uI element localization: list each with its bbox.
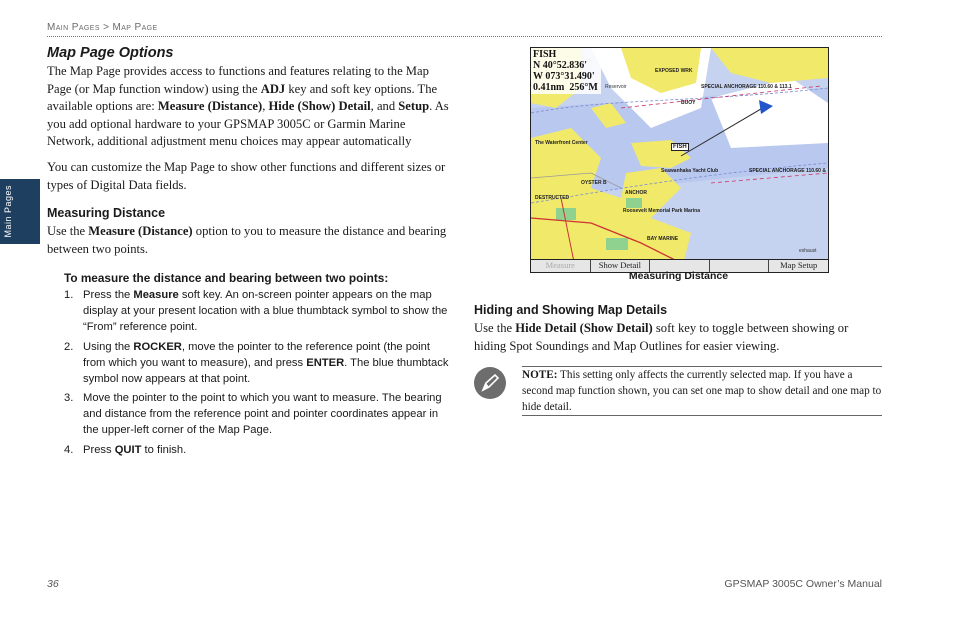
step-number: 1. (64, 289, 74, 301)
step-number: 3. (64, 392, 74, 404)
note-text (522, 367, 882, 415)
text-run: Using the (83, 341, 134, 353)
text-run: Press (83, 444, 115, 456)
side-tab-label: Main Pages (3, 185, 13, 238)
softkey-measure[interactable]: Measure (531, 260, 591, 272)
hiding-paragraph (474, 320, 882, 355)
emphasis-text: QUIT (114, 444, 142, 456)
map-label: FISH (673, 144, 687, 150)
steps-title: To measure the distance and bearing between two points: (64, 271, 389, 285)
text-run: The Map Page provides access to functions and features relating to the Map Page (or Map function window) using the (47, 64, 429, 96)
softkey-show-detail[interactable]: Show Detail (591, 260, 651, 272)
softkey-map-setup[interactable]: Map Setup (780, 260, 818, 270)
header-divider (47, 36, 882, 37)
step-text (83, 287, 455, 335)
text-run: option to you to measure the distance and bearing between two points. (47, 224, 447, 256)
breadcrumb: Main Pages > Map Page (47, 22, 158, 33)
step-text (83, 339, 455, 387)
map-screenshot (530, 47, 829, 273)
map-label: exhaust (799, 248, 817, 254)
note-pencil-icon (474, 367, 506, 399)
manual-title: GPSMAP 3005C Owner’s Manual (724, 578, 882, 590)
emphasis-text: Hide (Show) Detail (268, 99, 371, 113)
readout-distance: 0.41nm (533, 82, 565, 93)
hiding-heading: Hiding and Showing Map Details (474, 303, 668, 317)
section-title: Map Page Options (47, 45, 174, 61)
text-run: Use the (47, 224, 89, 238)
customize-paragraph: You can customize the Map Page to show other functions and different sizes or types of Digital Data fields. (47, 160, 446, 192)
measuring-paragraph (47, 223, 455, 258)
map-label: The Waterfront Center (535, 140, 588, 146)
map-label: SPECIAL ANCHORAGE 110.60 & 113.1 (701, 84, 792, 90)
emphasis-text: ADJ (260, 81, 286, 96)
text-run: Press the (83, 289, 134, 301)
text-run: , move the pointer to the reference point (the point from which you want to measure), and press (83, 341, 431, 369)
step-text (83, 390, 455, 438)
text-run: to finish. (141, 444, 187, 456)
map-label: EXPOSED WRK (655, 68, 693, 74)
pencil-icon (474, 367, 506, 399)
section-side-tab (0, 179, 40, 244)
emphasis-text: Measure (Distance) (157, 99, 263, 113)
text-run: , (262, 99, 269, 113)
measuring-heading: Measuring Distance (47, 206, 166, 220)
intro-paragraph (47, 63, 455, 151)
text-run: soft key. An on-screen pointer appears on the map display at your present location with a blue thumbtack symbol to show the “From” reference point. (83, 289, 448, 333)
readout-lat: N 40°52.836' (533, 60, 587, 71)
emphasis-text: Setup (398, 99, 430, 113)
readout-lon: W 073°31.490' (533, 71, 595, 82)
map-readout (533, 49, 598, 93)
step-text (83, 442, 455, 458)
text-run: . As you add optional hardware to your GPSMAP 3005C or Garmin Marine Network, additional adjustment menu choices may appear automatically (47, 99, 449, 148)
readout-bearing: 256°M (569, 82, 598, 93)
map-caption: Measuring Distance (628, 270, 729, 282)
note-bottom-rule (522, 415, 882, 416)
text-run: soft key to toggle between showing or hiding Spot Soundings and Map Outlines for easier viewing. (474, 321, 849, 353)
map-label: BAY MARINE (647, 236, 679, 242)
emphasis-text: ROCKER (133, 341, 182, 353)
text-run: This setting only affects the currently selected map. If you have a second map function shown, you can set one map to show detail and one map to hide detail. (522, 369, 882, 413)
page-number: 36 (47, 578, 59, 590)
map-label: Reservoir (605, 84, 627, 90)
map-label: OYSTER B (581, 180, 607, 186)
text-run: . The blue thumbtack symbol now appears at that point. (83, 357, 449, 385)
emphasis-text: NOTE: (522, 369, 558, 381)
readout-mode: FISH (533, 49, 557, 60)
text-run: Use the (474, 321, 516, 335)
emphasis-text: ENTER (306, 357, 345, 369)
text-run: , and (370, 99, 399, 113)
map-label: BUOY (681, 100, 696, 106)
map-label: Seawanhaka Yacht Club (661, 168, 719, 174)
emphasis-text: Hide Detail (Show Detail) (515, 321, 653, 335)
map-label: SPECIAL ANCHORAGE 110.60 & (749, 168, 826, 174)
emphasis-text: Measure (Distance) (88, 224, 193, 238)
emphasis-text: Measure (133, 289, 179, 301)
map-label: Roosevelt Memorial Park Marina (623, 208, 700, 214)
step-number: 2. (64, 341, 74, 353)
text-run: Move the pointer to the point to which you want to measure. The bearing and distance from the reference point and pointer coordinates appear in the upper-left corner of the Map Page. (83, 392, 442, 436)
text-run: key and soft key options. The available options are: (47, 81, 438, 113)
map-label: ANCHOR (625, 190, 647, 196)
step-number: 4. (64, 444, 74, 456)
map-label: DESTRUCTED (535, 195, 570, 201)
